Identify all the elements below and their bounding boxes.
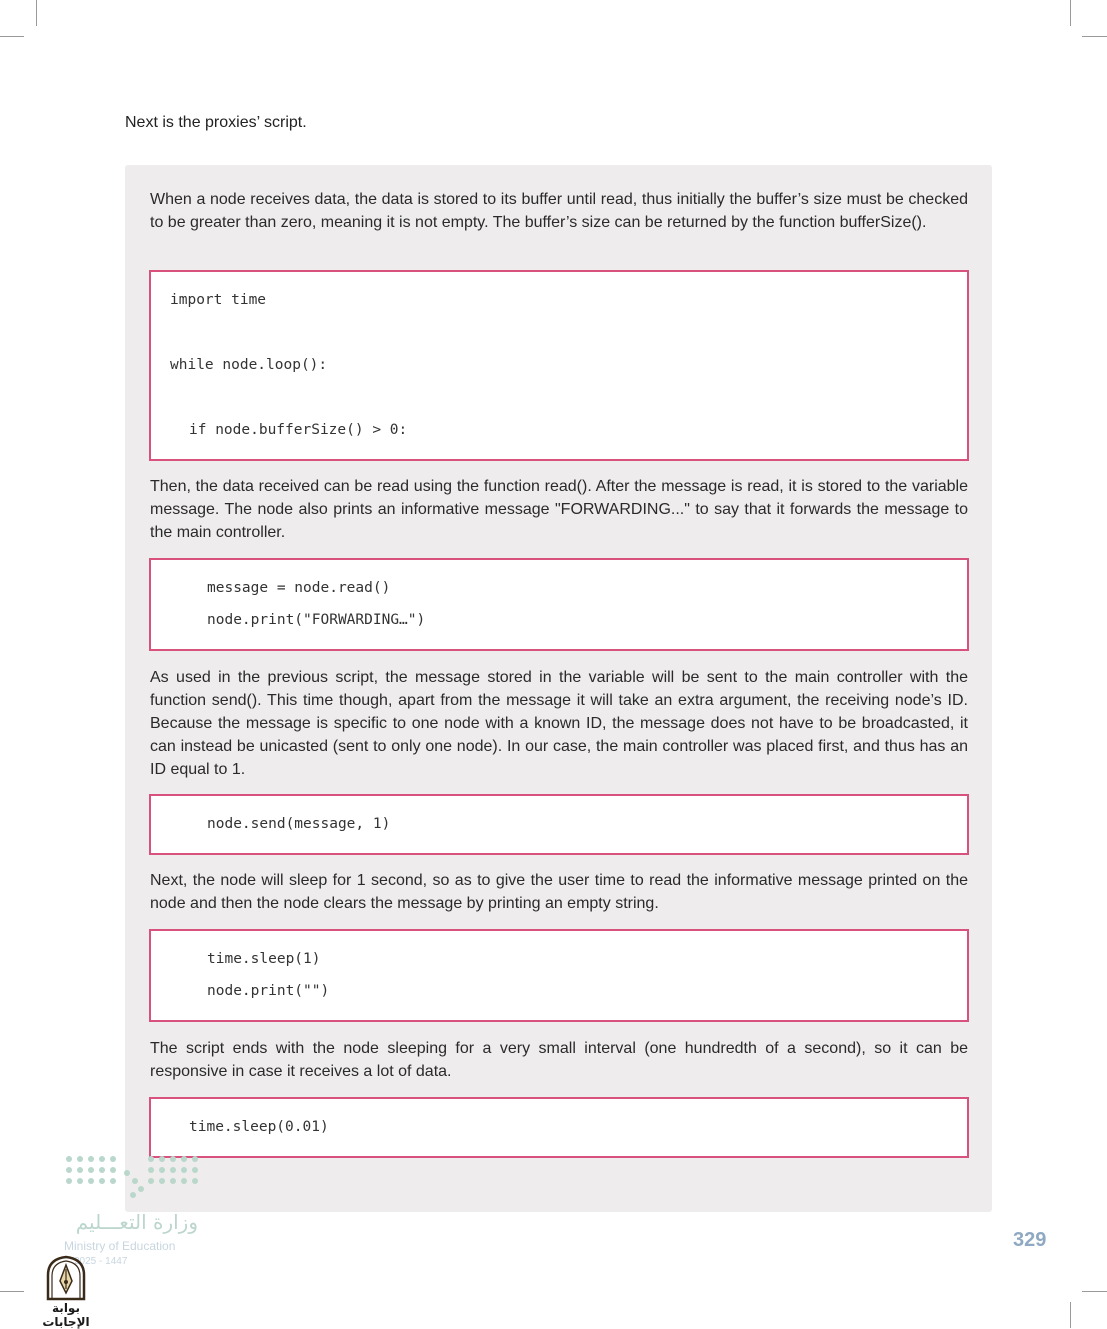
logo-dot (66, 1156, 72, 1162)
crop-mark (0, 1291, 24, 1292)
logo-dot (130, 1192, 136, 1198)
logo-dot (99, 1167, 105, 1173)
code-line: import time (170, 292, 267, 308)
logo-dot (110, 1178, 116, 1184)
code-line: node.print("") (207, 983, 330, 999)
crop-mark (1082, 36, 1107, 37)
intro-text: Next is the proxies’ script. (125, 114, 307, 131)
ministry-logo (60, 1150, 210, 1270)
logo-dot (99, 1156, 105, 1162)
logo-dot (110, 1167, 116, 1173)
logo-dot (88, 1167, 94, 1173)
crop-mark (0, 36, 24, 37)
logo-dot (159, 1156, 165, 1162)
logo-dot (99, 1178, 105, 1184)
logo-dot (66, 1178, 72, 1184)
logo-dot (181, 1167, 187, 1173)
logo-dot (159, 1167, 165, 1173)
crop-mark (1082, 1291, 1107, 1292)
code-line: time.sleep(1) (207, 951, 321, 967)
logo-dot (138, 1186, 144, 1192)
crop-mark (36, 0, 37, 26)
crop-mark (1070, 0, 1071, 26)
pen-arch-icon (30, 1255, 102, 1301)
logo-dot (77, 1156, 83, 1162)
ministry-name-english: Ministry of Education (64, 1239, 176, 1253)
code-line: message = node.read() (207, 580, 391, 596)
logo-dot (181, 1156, 187, 1162)
ministry-year: 2025 - 1447 (74, 1256, 128, 1267)
portal-badge (30, 1255, 102, 1329)
paragraph: Then, the data received can be read using the function read(). After the message is read, it is stored to the variable message. The node also prints an informative message "FORWARDING..." to say that it forwards the message to the main controller. (150, 478, 968, 541)
paragraph: Next, the node will sleep for 1 second, so as to give the user time to read the informative message printed on the node and then the node clears the message by printing an empty string. (150, 872, 968, 912)
paragraph: As used in the previous script, the message stored in the variable will be sent to the main controller with the function send(). This time though, apart from the message it will take an extra argument, the receiving node’s ID. Because the message is specific to one node with a known ID, the message does not have to be broadcasted, it can instead be unicasted (sent to only one node). In our case, the main controller was placed first, and thus has an ID equal to 1. (150, 669, 968, 778)
logo-dot (148, 1178, 154, 1184)
crop-mark (1070, 1302, 1071, 1328)
code-line: node.print("FORWARDING…") (207, 612, 426, 628)
logo-dot (192, 1156, 198, 1162)
code-block (149, 794, 969, 855)
logo-dot (159, 1178, 165, 1184)
logo-dot (88, 1178, 94, 1184)
logo-dot (110, 1156, 116, 1162)
logo-dot (181, 1178, 187, 1184)
logo-dot (192, 1167, 198, 1173)
code-block (149, 558, 969, 651)
logo-dot (148, 1167, 154, 1173)
code-line: node.send(message, 1) (207, 816, 391, 832)
logo-dot (77, 1167, 83, 1173)
logo-dot (170, 1156, 176, 1162)
code-block (149, 1097, 969, 1158)
page-number: 329 (1013, 1229, 1047, 1251)
logo-dot (170, 1167, 176, 1173)
code-line: if node.bufferSize() > 0: (189, 422, 408, 438)
logo-dot (148, 1156, 154, 1162)
logo-dot (77, 1178, 83, 1184)
code-block (149, 270, 969, 461)
code-block (149, 929, 969, 1022)
logo-dot (192, 1178, 198, 1184)
logo-dot (88, 1156, 94, 1162)
paragraph: When a node receives data, the data is stored to its buffer until read, thus initially the buffer’s size must be checked to be greater than zero, meaning it is not empty. The buffer’s size can be returned by the function bufferSize(). (150, 191, 968, 231)
logo-dot (124, 1170, 130, 1176)
paragraph: The script ends with the node sleeping for a very small interval (one hundredth of a second), so it can be responsive in case it receives a lot of data. (150, 1040, 968, 1080)
ministry-name-arabic: وزارة التعـــليم (75, 1210, 198, 1234)
logo-dot (170, 1178, 176, 1184)
portal-badge-label: بوابة الإجابات (42, 1301, 90, 1329)
code-line: time.sleep(0.01) (189, 1119, 329, 1135)
code-line: while node.loop(): (170, 357, 328, 373)
logo-dot (132, 1178, 138, 1184)
logo-dot (66, 1167, 72, 1173)
